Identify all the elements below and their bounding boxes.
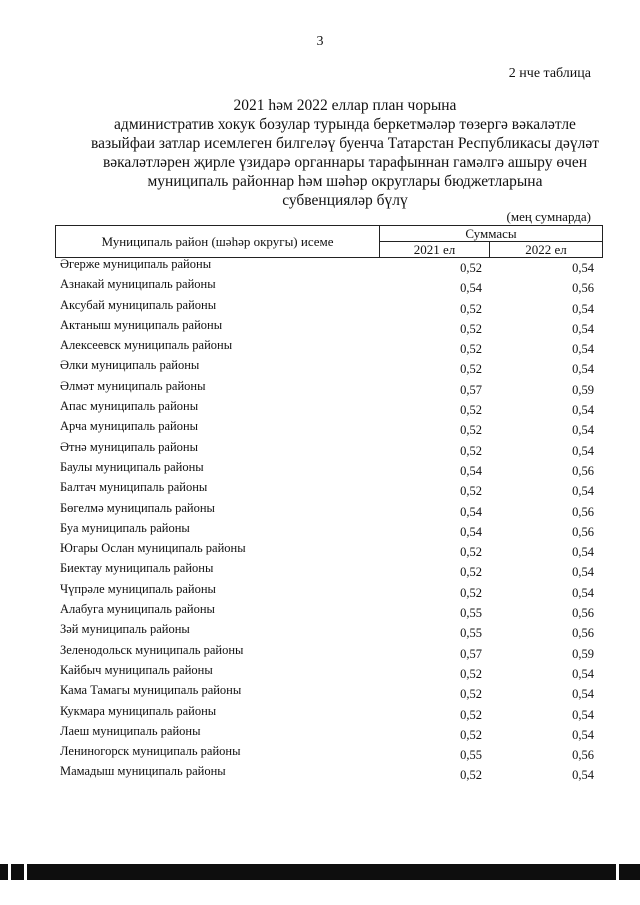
header-name-column: Муниципаль район (шәһәр округы) исеме — [56, 226, 380, 257]
row-value-2022: 0,54 — [572, 768, 594, 783]
row-value-2022: 0,56 — [572, 524, 594, 539]
row-value-2022: 0,56 — [572, 463, 594, 478]
row-value-2022: 0,56 — [572, 748, 594, 763]
table-row — [60, 275, 600, 295]
table-row — [60, 255, 600, 275]
row-district-name: Зәй муниципаль районы — [60, 622, 190, 637]
row-value-2022: 0,54 — [572, 342, 594, 357]
row-district-name: Кама Тамагы муниципаль районы — [60, 683, 242, 698]
row-district-name: Әлмәт муниципаль районы — [60, 378, 206, 393]
row-district-name: Алексеевск муниципаль районы — [60, 338, 233, 353]
row-district-name: Әлки муниципаль районы — [60, 358, 200, 373]
row-value-2022: 0,54 — [572, 707, 594, 722]
table-row — [60, 722, 600, 742]
table-row — [60, 681, 600, 701]
table-label: 2 нче таблица — [508, 66, 591, 81]
row-district-name: Мамадыш муниципаль районы — [60, 764, 226, 779]
row-district-name: Азнакай муниципаль районы — [60, 277, 216, 292]
row-value-2021: 0,54 — [460, 463, 482, 478]
row-district-name: Чүпрәле муниципаль районы — [60, 581, 216, 596]
table-row — [60, 519, 600, 539]
row-value-2021: 0,55 — [460, 626, 482, 641]
row-district-name: Аксубай муниципаль районы — [60, 297, 217, 312]
row-district-name: Бөгелмә муниципаль районы — [60, 500, 215, 515]
row-value-2022: 0,54 — [572, 321, 594, 336]
row-value-2022: 0,59 — [572, 646, 594, 661]
table-row — [60, 742, 600, 762]
table-row — [60, 580, 600, 600]
row-value-2021: 0,52 — [460, 301, 482, 316]
table-row — [60, 499, 600, 519]
row-value-2021: 0,54 — [460, 504, 482, 519]
row-value-2021: 0,52 — [460, 727, 482, 742]
row-value-2021: 0,52 — [460, 443, 482, 458]
row-value-2021: 0,52 — [460, 707, 482, 722]
row-value-2021: 0,54 — [460, 281, 482, 296]
row-value-2022: 0,54 — [572, 687, 594, 702]
row-value-2022: 0,56 — [572, 504, 594, 519]
table-row — [60, 620, 600, 640]
row-value-2021: 0,52 — [460, 666, 482, 681]
row-district-name: Биектау муниципаль районы — [60, 561, 214, 576]
table-row — [60, 458, 600, 478]
row-value-2021: 0,52 — [460, 565, 482, 580]
row-district-name: Әгерже муниципаль районы — [60, 257, 212, 271]
table-row — [60, 559, 600, 579]
row-value-2021: 0,52 — [460, 545, 482, 560]
table-row — [60, 641, 600, 661]
row-district-name: Актаныш муниципаль районы — [60, 317, 223, 332]
table-row — [60, 600, 600, 620]
row-value-2022: 0,54 — [572, 585, 594, 600]
row-value-2022: 0,54 — [572, 565, 594, 580]
row-value-2022: 0,56 — [572, 626, 594, 641]
title-line: административ хокук бозулар турында беркетмәләр төзергә вәкаләтле — [114, 116, 576, 133]
row-value-2021: 0,52 — [460, 484, 482, 499]
row-value-2021: 0,52 — [460, 362, 482, 377]
table-row — [60, 478, 600, 498]
row-district-name: Кукмара муниципаль районы — [60, 703, 217, 718]
row-value-2021: 0,54 — [460, 524, 482, 539]
row-district-name: Арча муниципаль районы — [60, 419, 199, 434]
row-district-name: Лениногорск муниципаль районы — [60, 744, 241, 759]
row-value-2022: 0,54 — [572, 423, 594, 438]
table-row — [60, 417, 600, 437]
units-note: (мең сумнарда) — [506, 209, 591, 224]
table-row — [60, 377, 600, 397]
title-line: вазыйфаи затлар исемлеген билгеләү буенча Татарстан Республикасы дәүләт — [91, 135, 599, 152]
row-value-2021: 0,52 — [460, 687, 482, 702]
row-value-2021: 0,52 — [460, 403, 482, 418]
header-year-2022: 2022 ел — [525, 242, 567, 257]
table-header — [55, 225, 603, 258]
row-value-2021: 0,57 — [460, 646, 482, 661]
header-year-2021: 2021 ел — [380, 242, 490, 257]
row-value-2022: 0,54 — [572, 403, 594, 418]
row-value-2022: 0,54 — [572, 545, 594, 560]
row-district-name: Баулы муниципаль районы — [60, 459, 204, 474]
table-row — [60, 316, 600, 336]
row-value-2022: 0,54 — [572, 727, 594, 742]
document-title — [60, 96, 630, 210]
table-row — [60, 539, 600, 559]
row-value-2022: 0,54 — [572, 362, 594, 377]
row-value-2022: 0,54 — [572, 301, 594, 316]
title-line: субвенцияләр бүлү — [282, 192, 408, 209]
row-district-name: Алабуга муниципаль районы — [60, 602, 215, 617]
row-value-2021: 0,52 — [460, 321, 482, 336]
row-value-2021: 0,52 — [460, 261, 482, 275]
row-district-name: Зеленодольск муниципаль районы — [60, 642, 244, 657]
title-line: вәкаләтләрен җирле үзидарә органнары тарафыннан гамәлгә ашыру өчен — [102, 154, 588, 171]
page-number: 3 — [316, 34, 324, 49]
row-value-2022: 0,56 — [572, 606, 594, 621]
header-sum-column: Суммасы — [380, 226, 602, 242]
table-body — [60, 255, 600, 783]
row-value-2021: 0,52 — [460, 585, 482, 600]
row-value-2021: 0,57 — [460, 382, 482, 397]
row-district-name: Кайбыч муниципаль районы — [60, 662, 213, 677]
table-row — [60, 336, 600, 356]
row-value-2021: 0,55 — [460, 606, 482, 621]
table-row — [60, 702, 600, 722]
title-line: 2021 һәм 2022 еллар план чорына — [233, 97, 457, 114]
row-district-name: Буа муниципаль районы — [60, 520, 190, 535]
table-row — [60, 296, 600, 316]
table-row — [60, 397, 600, 417]
row-value-2022: 0,54 — [572, 261, 594, 275]
table-row — [60, 762, 600, 782]
table-row — [60, 438, 600, 458]
row-value-2021: 0,52 — [460, 423, 482, 438]
row-district-name: Апас муниципаль районы — [60, 399, 199, 414]
row-value-2021: 0,52 — [460, 342, 482, 357]
row-value-2022: 0,59 — [572, 382, 594, 397]
table-row — [60, 661, 600, 681]
row-value-2022: 0,54 — [572, 443, 594, 458]
scan-border-bar — [0, 864, 640, 880]
title-line: муниципаль районнар һәм шәһәр округлары бюджетларына — [147, 173, 543, 190]
row-value-2022: 0,54 — [572, 666, 594, 681]
row-district-name: Балтач муниципаль районы — [60, 480, 208, 495]
table-row — [60, 356, 600, 376]
row-value-2021: 0,52 — [460, 768, 482, 783]
row-district-name: Югары Ослан муниципаль районы — [60, 541, 246, 556]
row-value-2022: 0,54 — [572, 484, 594, 499]
row-value-2022: 0,56 — [572, 281, 594, 296]
row-district-name: Лаеш муниципаль районы — [60, 723, 201, 738]
row-district-name: Әтнә муниципаль районы — [60, 439, 199, 454]
row-value-2021: 0,55 — [460, 748, 482, 763]
